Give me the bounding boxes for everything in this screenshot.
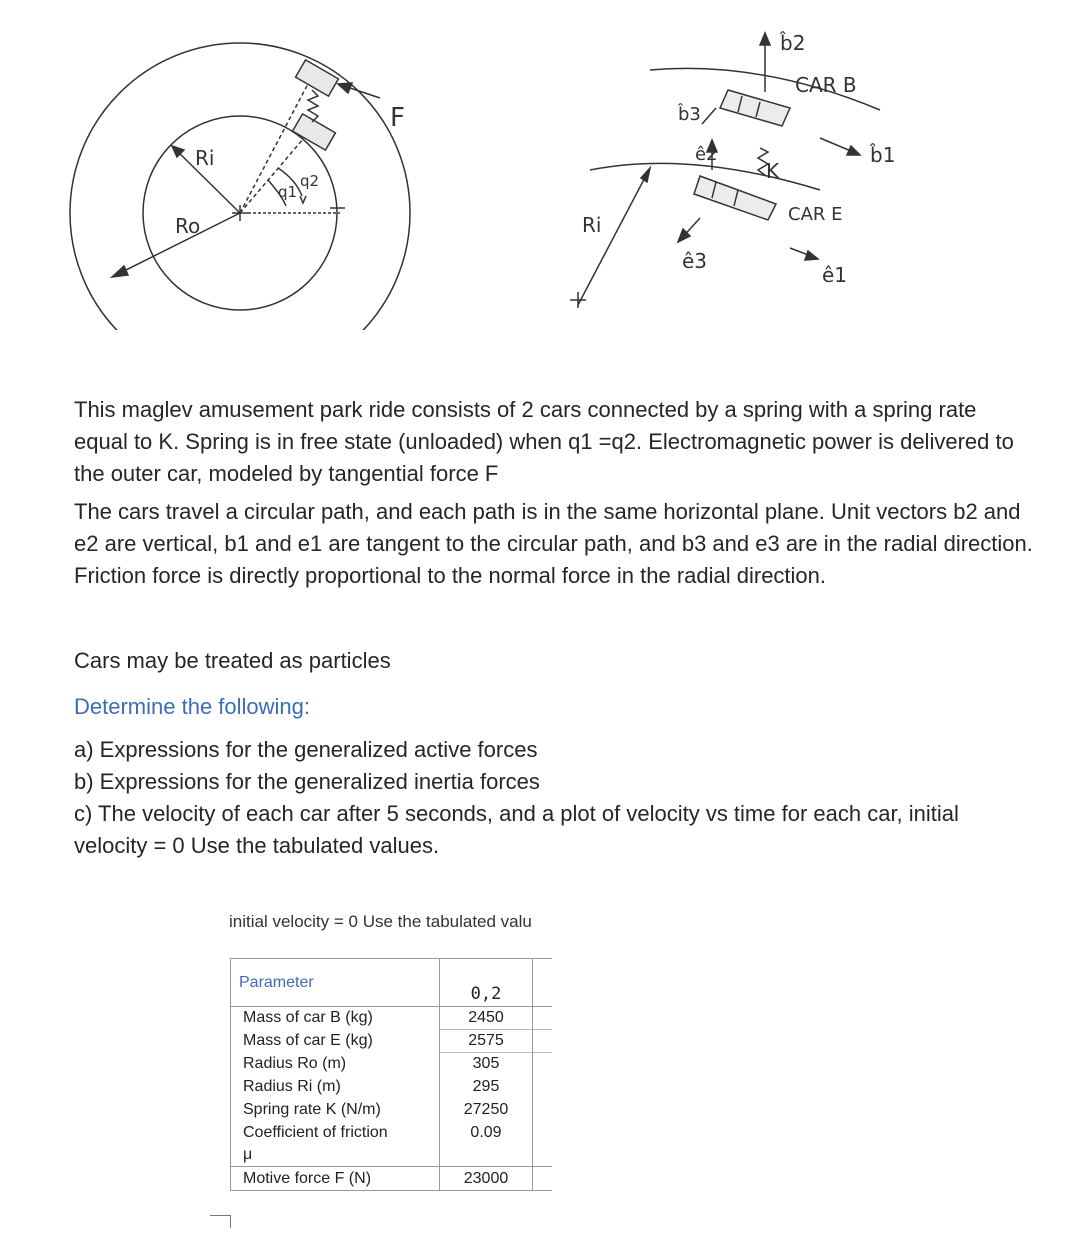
task-item: c) The velocity of each car after 5 seconds, and a plot of velocity vs time for each car, initial velocity = 0 Use the tabulated values. [74,801,959,858]
task-item: b) Expressions for the generalized inertia forces [74,769,540,794]
corner-mark [210,1215,231,1228]
row-label: Coefficient of friction [231,1122,440,1145]
value-header: 0,2 [440,959,533,1007]
intro-paragraph: This maglev amusement park ride consists of 2 cars connected by a spring with a spring rate equal to K. Spring is in free state (unloaded) when q1 =q2. Electromagnetic power is delivered to the outer car, modeled by tangential force F [74,397,1014,486]
ri-label: Ri [195,146,215,170]
table-caption: initial velocity = 0 Use the tabulated valu [229,912,532,931]
task-list [74,734,1034,862]
e1-label: ê1 [822,263,848,287]
parameter-table [230,958,552,1191]
car-b-icon [720,90,790,126]
row-value: 295 [472,1078,500,1095]
row-label: Radius Ro (m) [231,1053,440,1076]
spring-label: K [766,159,780,183]
figure [0,0,1080,330]
left-figure [70,43,410,330]
parameter-table-wrap [230,958,552,1188]
q1-label: q1 [278,183,298,201]
row-label: Mass of car E (kg) [231,1030,440,1053]
ro-label: Ro [175,214,201,238]
row-label: Radius Ri (m) [231,1076,440,1099]
row-value [440,1145,533,1167]
car-icon [296,60,339,96]
row-label: μ [231,1145,440,1167]
outer-track [70,43,410,330]
task-item: a) Expressions for the generalized active forces [74,737,538,762]
row-value: 27250 [463,1101,509,1118]
row-value: 2450 [468,1009,504,1026]
assumption-paragraph: Cars may be treated as particles [74,648,391,673]
row-value: 0.09 [470,1124,502,1141]
q2-label: q2 [300,172,320,190]
e3-label: ê3 [682,249,708,273]
b1-label: b̂1 [870,143,896,167]
force-label: F [390,103,405,133]
b3-label: b̂3 [678,104,701,125]
car-b-label: CAR B [795,73,857,97]
car-e-icon [694,176,776,220]
row-value: 23000 [440,1167,533,1191]
row-label: Motive force F (N) [231,1167,440,1191]
ri-label: Ri [582,213,602,237]
b2-label: b̂2 [780,31,806,55]
e2-label: ê2 [695,144,718,165]
row-value: 305 [440,1053,533,1076]
row-label: Mass of car B (kg) [231,1007,440,1030]
row-value: 2575 [440,1030,533,1053]
description-paragraph: The cars travel a circular path, and each path is in the same horizontal plane. Unit vectors b2 and e2 are vertical, b1 and e1 are tangent to the circular path, and b3 and e3 are in the radial direction. Friction force is directly proportional to the normal force in the radial direction. [74,499,1033,588]
car-e-label: CAR E [788,204,843,225]
section-heading: Determine the following: [74,694,311,719]
table-header: Parameter [231,959,440,1007]
row-label: Spring rate K (N/m) [231,1099,440,1122]
